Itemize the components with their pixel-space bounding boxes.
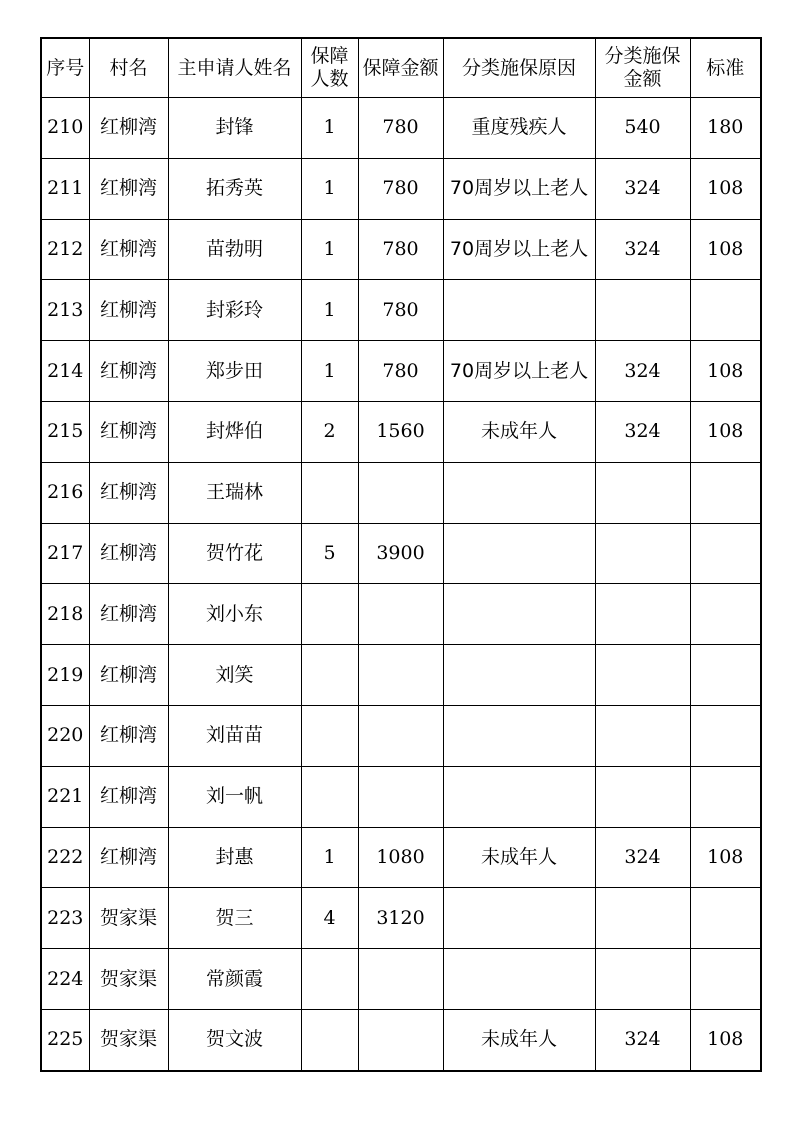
cell-village: 红柳湾 [89, 766, 168, 827]
table-header-row [41, 38, 761, 98]
table-row [41, 888, 761, 949]
cell-count [301, 584, 358, 645]
cell-amount: 780 [358, 98, 443, 159]
cell-seq: 213 [41, 280, 89, 341]
cell-standard [690, 523, 761, 584]
cell-class-amount: 324 [595, 158, 690, 219]
cell-seq: 215 [41, 401, 89, 462]
cell-applicant: 刘小东 [168, 584, 301, 645]
cell-reason: 未成年人 [443, 401, 595, 462]
cell-reason: 70周岁以上老人 [443, 341, 595, 402]
cell-reason: 未成年人 [443, 827, 595, 888]
cell-class-amount: 324 [595, 827, 690, 888]
cell-count: 1 [301, 280, 358, 341]
cell-seq: 223 [41, 888, 89, 949]
table-row [41, 645, 761, 706]
cell-reason [443, 645, 595, 706]
cell-standard: 108 [690, 341, 761, 402]
header-standard: 标准 [690, 38, 761, 98]
cell-amount [358, 766, 443, 827]
table-row [41, 280, 761, 341]
cell-applicant: 郑步田 [168, 341, 301, 402]
cell-standard [690, 280, 761, 341]
cell-applicant: 贺竹花 [168, 523, 301, 584]
cell-standard [690, 949, 761, 1010]
cell-count [301, 1009, 358, 1070]
cell-amount: 780 [358, 280, 443, 341]
cell-standard: 108 [690, 1009, 761, 1070]
cell-seq: 220 [41, 705, 89, 766]
table-row [41, 523, 761, 584]
cell-count [301, 462, 358, 523]
cell-applicant: 刘笑 [168, 645, 301, 706]
cell-reason: 70周岁以上老人 [443, 158, 595, 219]
cell-class-amount [595, 462, 690, 523]
cell-amount [358, 949, 443, 1010]
cell-amount [358, 645, 443, 706]
cell-count: 1 [301, 341, 358, 402]
table-row [41, 98, 761, 159]
cell-class-amount [595, 280, 690, 341]
cell-applicant: 贺三 [168, 888, 301, 949]
cell-amount: 3900 [358, 523, 443, 584]
cell-amount: 1560 [358, 401, 443, 462]
cell-class-amount: 324 [595, 219, 690, 280]
cell-applicant: 拓秀英 [168, 158, 301, 219]
header-seq: 序号 [41, 38, 89, 98]
cell-standard [690, 888, 761, 949]
header-reason: 分类施保原因 [443, 38, 595, 98]
cell-applicant: 封锋 [168, 98, 301, 159]
cell-count [301, 645, 358, 706]
cell-amount: 3120 [358, 888, 443, 949]
cell-seq: 222 [41, 827, 89, 888]
cell-class-amount: 324 [595, 341, 690, 402]
cell-seq: 210 [41, 98, 89, 159]
cell-applicant: 封惠 [168, 827, 301, 888]
cell-class-amount [595, 584, 690, 645]
cell-village: 红柳湾 [89, 98, 168, 159]
cell-class-amount [595, 888, 690, 949]
cell-reason [443, 888, 595, 949]
cell-village: 贺家渠 [89, 949, 168, 1010]
cell-reason [443, 523, 595, 584]
cell-standard [690, 645, 761, 706]
cell-village: 贺家渠 [89, 888, 168, 949]
cell-amount [358, 584, 443, 645]
cell-standard [690, 766, 761, 827]
table-row [41, 401, 761, 462]
cell-reason [443, 949, 595, 1010]
cell-class-amount: 324 [595, 1009, 690, 1070]
cell-count: 2 [301, 401, 358, 462]
table-row [41, 462, 761, 523]
header-village: 村名 [89, 38, 168, 98]
cell-standard [690, 705, 761, 766]
cell-amount [358, 1009, 443, 1070]
cell-village: 红柳湾 [89, 827, 168, 888]
cell-standard: 108 [690, 219, 761, 280]
cell-village: 红柳湾 [89, 523, 168, 584]
cell-applicant: 王瑞林 [168, 462, 301, 523]
cell-reason [443, 705, 595, 766]
header-amount: 保障金额 [358, 38, 443, 98]
table-row [41, 341, 761, 402]
header-applicant: 主申请人姓名 [168, 38, 301, 98]
cell-class-amount [595, 949, 690, 1010]
cell-count: 1 [301, 158, 358, 219]
cell-standard: 108 [690, 158, 761, 219]
cell-class-amount [595, 523, 690, 584]
cell-standard: 180 [690, 98, 761, 159]
cell-count: 4 [301, 888, 358, 949]
table-row [41, 1009, 761, 1070]
cell-village: 贺家渠 [89, 1009, 168, 1070]
beneficiary-table [40, 37, 762, 1072]
cell-standard [690, 462, 761, 523]
cell-seq: 216 [41, 462, 89, 523]
cell-seq: 221 [41, 766, 89, 827]
cell-count [301, 705, 358, 766]
cell-applicant: 封烨伯 [168, 401, 301, 462]
cell-count [301, 766, 358, 827]
cell-amount: 1080 [358, 827, 443, 888]
cell-seq: 214 [41, 341, 89, 402]
cell-seq: 224 [41, 949, 89, 1010]
cell-reason: 未成年人 [443, 1009, 595, 1070]
cell-seq: 212 [41, 219, 89, 280]
cell-village: 红柳湾 [89, 462, 168, 523]
table-row [41, 766, 761, 827]
cell-seq: 225 [41, 1009, 89, 1070]
cell-village: 红柳湾 [89, 401, 168, 462]
cell-class-amount [595, 645, 690, 706]
cell-count: 1 [301, 98, 358, 159]
cell-village: 红柳湾 [89, 341, 168, 402]
cell-amount: 780 [358, 341, 443, 402]
cell-village: 红柳湾 [89, 584, 168, 645]
cell-village: 红柳湾 [89, 705, 168, 766]
cell-class-amount: 540 [595, 98, 690, 159]
cell-reason [443, 766, 595, 827]
cell-class-amount [595, 766, 690, 827]
cell-applicant: 贺文波 [168, 1009, 301, 1070]
table-row [41, 219, 761, 280]
cell-applicant: 常颜霞 [168, 949, 301, 1010]
cell-seq: 217 [41, 523, 89, 584]
cell-standard: 108 [690, 827, 761, 888]
cell-count: 1 [301, 219, 358, 280]
cell-reason [443, 584, 595, 645]
table-row [41, 705, 761, 766]
cell-village: 红柳湾 [89, 158, 168, 219]
cell-reason: 70周岁以上老人 [443, 219, 595, 280]
cell-reason [443, 462, 595, 523]
table-row [41, 584, 761, 645]
cell-seq: 219 [41, 645, 89, 706]
table-body [41, 98, 761, 1071]
header-count: 保障人数 [301, 38, 358, 98]
cell-village: 红柳湾 [89, 219, 168, 280]
cell-reason [443, 280, 595, 341]
cell-count: 1 [301, 827, 358, 888]
cell-count [301, 949, 358, 1010]
cell-applicant: 苗勃明 [168, 219, 301, 280]
table-row [41, 827, 761, 888]
cell-amount [358, 705, 443, 766]
cell-amount: 780 [358, 219, 443, 280]
header-class-amount: 分类施保金额 [595, 38, 690, 98]
cell-applicant: 刘一帆 [168, 766, 301, 827]
cell-reason: 重度残疾人 [443, 98, 595, 159]
cell-class-amount: 324 [595, 401, 690, 462]
cell-standard [690, 584, 761, 645]
cell-applicant: 封彩玲 [168, 280, 301, 341]
cell-count: 5 [301, 523, 358, 584]
table-row [41, 158, 761, 219]
cell-standard: 108 [690, 401, 761, 462]
cell-amount: 780 [358, 158, 443, 219]
cell-amount [358, 462, 443, 523]
cell-class-amount [595, 705, 690, 766]
cell-applicant: 刘苗苗 [168, 705, 301, 766]
cell-village: 红柳湾 [89, 280, 168, 341]
cell-seq: 211 [41, 158, 89, 219]
cell-seq: 218 [41, 584, 89, 645]
table-row [41, 949, 761, 1010]
cell-village: 红柳湾 [89, 645, 168, 706]
